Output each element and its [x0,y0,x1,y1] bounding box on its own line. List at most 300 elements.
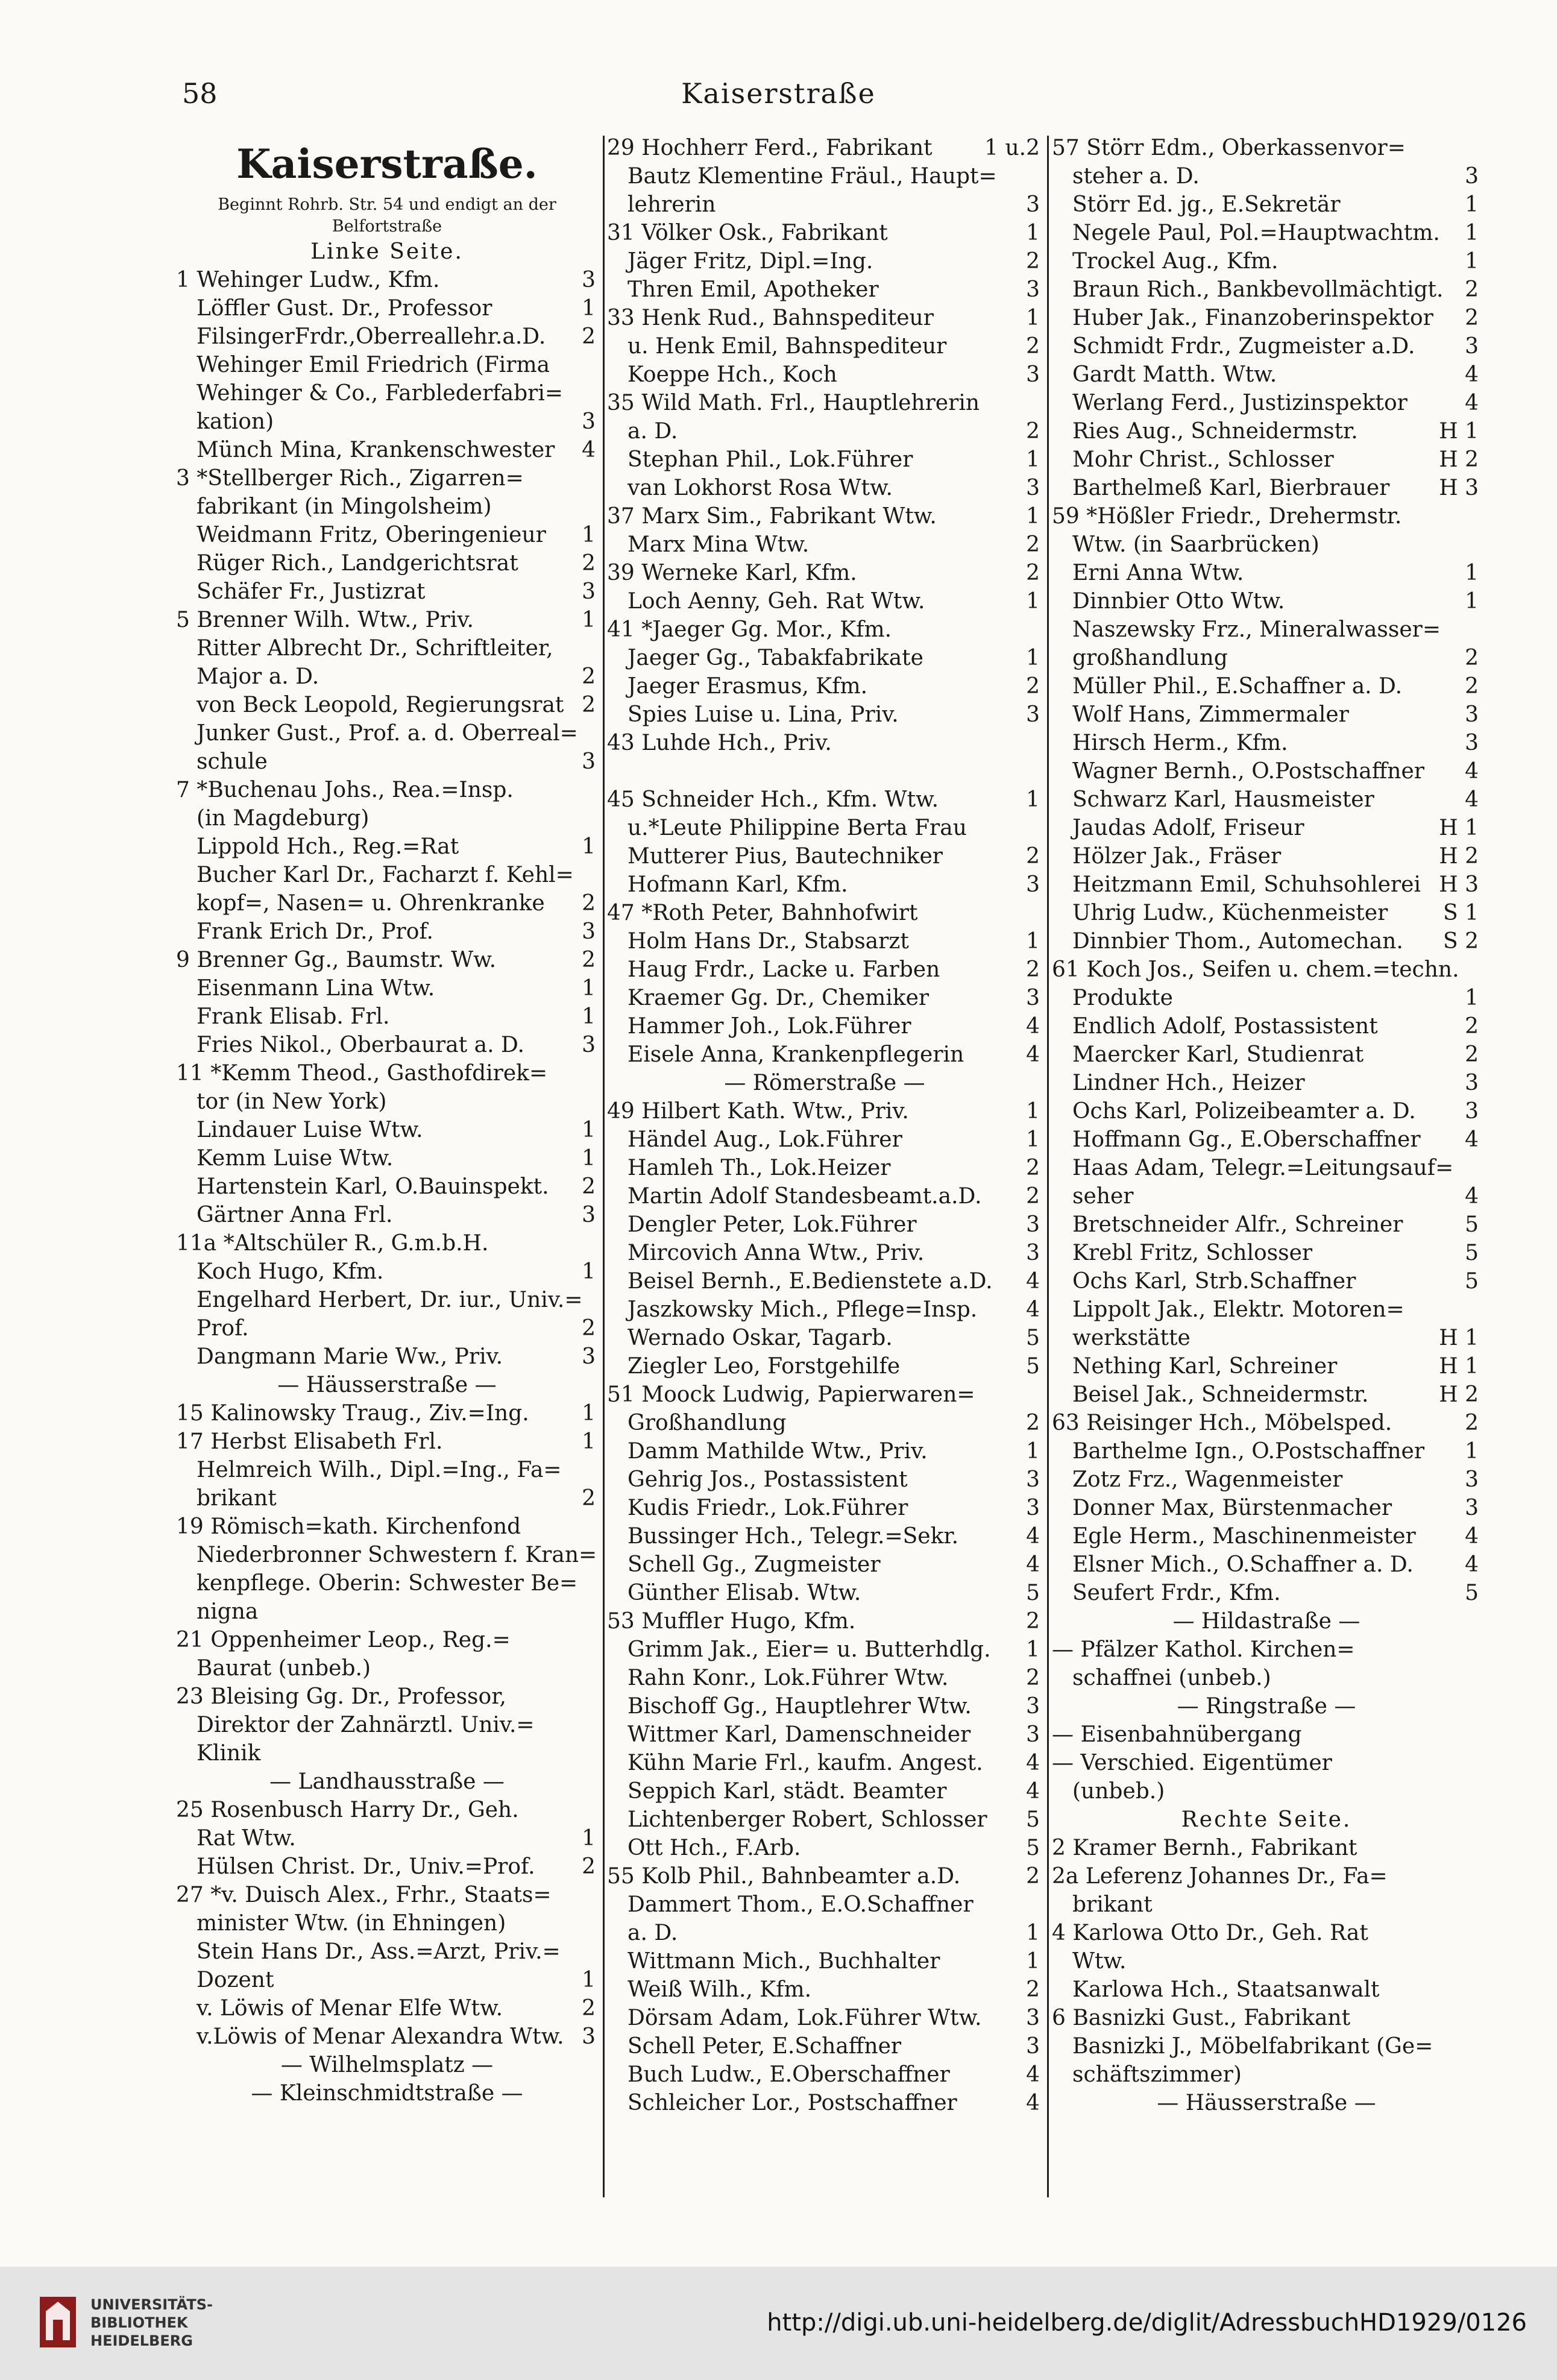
resident-line [1052,1890,1481,1919]
resident-line [176,1201,598,1229]
floor-number: 1 [1026,646,1040,670]
line-text: 19 Römisch=kath. Kirchenfond [176,1514,521,1539]
address-entry [176,1626,598,1654]
line-text: Gärtner Anna Frl. [197,1203,393,1227]
floor-number: 2 [1026,334,1040,359]
line-text: 51 Moock Ludwig, Papierwaren= [607,1382,975,1407]
address-entry [607,1097,1042,1125]
floor-number: 1 [582,523,596,547]
resident-line [176,351,598,379]
floor-number: 3 [1026,362,1040,387]
line-text: FilsingerFrdr.,Oberreallehr.a.D. [197,324,546,349]
resident-line [1052,1579,1481,1607]
resident-line [1052,615,1481,644]
floor-number: 3 [1465,1099,1479,1124]
floor-number: 1 [582,976,596,1001]
resident-line [1052,474,1481,502]
floor-number: 2 [582,948,596,972]
resident-line [1052,162,1481,190]
address-entry [607,389,1042,417]
resident-line [1052,729,1481,757]
resident-line [1052,984,1481,1012]
line-text: Wehinger & Co., Farblederfabri= [197,381,564,406]
column-rule [603,136,605,2197]
resident-line [176,493,598,521]
resident-line [607,1550,1042,1579]
floor-number: S 1 [1442,901,1479,925]
line-text: 27 *v. Duisch Alex., Frhr., Staats= [176,1883,552,1907]
floor-number: 2 [582,891,596,916]
line-text: (unbeb.) [1072,1779,1165,1804]
line-text: Lippolt Jak., Elektr. Motoren= [1072,1297,1404,1322]
line-text: Buch Ludw., E.Oberschaffner [628,2062,950,2087]
resident-line [607,1182,1042,1210]
cross-street-divider [1052,1692,1481,1720]
floor-number: H 3 [1439,872,1479,897]
floor-number: H 1 [1439,816,1479,840]
resident-line [607,984,1042,1012]
floor-number: 1 [582,1118,596,1142]
line-text: Hammer Joh., Lok.Führer [628,1014,911,1039]
resident-line [1052,1975,1481,2004]
line-text: Hülsen Christ. Dr., Univ.=Prof. [197,1854,535,1879]
line-text: Hofmann Karl, Kfm. [628,872,848,897]
line-text: Stein Hans Dr., Ass.=Arzt, Priv.= [197,1939,561,1964]
address-entry [1052,1409,1481,1437]
address-entry [1052,1862,1481,1890]
resident-line [1052,1465,1481,1494]
resident-line [1052,332,1481,360]
resident-line [176,1824,598,1853]
line-text: Dammert Thom., E.O.Schaffner [628,1892,974,1917]
resident-line [1052,1947,1481,1975]
address-entry [176,1428,598,1456]
line-text: nigna [197,1599,259,1624]
floor-number: 3 [1465,1071,1479,1095]
floor-number: 2 [1026,1864,1040,1889]
floor-number: 2 [1465,306,1479,330]
cross-street-divider [176,1768,598,1796]
resident-line [1052,1040,1481,1069]
floor-number: 3 [1026,2006,1040,2030]
line-text: Beisel Jak., Schneidermstr. [1072,1382,1369,1407]
line-text: Kraemer Gg. Dr., Chemiker [628,986,929,1010]
line-text: steher a. D. [1072,164,1200,189]
line-text: Lippold Hch., Reg.=Rat [197,834,459,859]
resident-line [607,1012,1042,1040]
line-text: Haas Adam, Telegr.=Leitungsauf= [1072,1156,1454,1180]
resident-line [176,379,598,408]
line-text: Jaeger Gg., Tabakfabrikate [628,646,923,670]
address-entry [1052,1635,1481,1664]
line-text: Barthelmeß Karl, Bierbrauer [1072,476,1390,500]
address-entry [176,1229,598,1258]
resident-line [607,1522,1042,1550]
line-text: 17 Herbst Elisabeth Frl. [176,1429,443,1454]
line-text: Hirsch Herm., Kfm. [1072,731,1288,755]
floor-number: 1 [1465,561,1479,585]
floor-number: 1 [582,1968,596,1992]
resident-line [176,1853,598,1881]
line-text: Ziegler Leo, Forstgehilfe [628,1354,901,1379]
floor-number: 3 [1026,277,1040,302]
resident-line [176,1456,598,1484]
resident-line [1052,445,1481,474]
section-heading [1052,1805,1481,1834]
floor-number: 1 [1465,589,1479,614]
floor-number: 4 [1026,1751,1040,1775]
resident-line [1052,644,1481,672]
line-text: minister Wtw. (in Ehningen) [197,1911,506,1936]
resident-line [1052,672,1481,700]
line-text: 6 Basnizki Gust., Fabrikant [1052,2006,1351,2030]
floor-number: 1 [582,1259,596,1284]
line-text: Müller Phil., E.Schaffner a. D. [1072,674,1403,699]
resident-line [1052,1210,1481,1239]
university-library-logo [36,2293,80,2351]
line-text: Wolf Hans, Zimmermaler [1072,702,1349,727]
resident-line [1052,304,1481,332]
floor-number: 3 [582,749,596,774]
resident-line [176,861,598,889]
address-entry [176,1399,598,1428]
line-text: kopf=, Nasen= u. Ohrenkranke [197,891,545,916]
line-text: 3 *Stellberger Rich., Zigarren= [176,466,524,491]
address-entry [176,266,598,294]
address-entry [176,464,598,493]
cross-street-divider [1052,2089,1481,2117]
line-text: 39 Werneke Karl, Kfm. [607,561,857,585]
floor-number: 2 [582,1174,596,1199]
line-text: Schell Gg., Zugmeister [628,1552,881,1577]
resident-line [176,1654,598,1683]
resident-line [607,1919,1042,1947]
line-text: 2a Leferenz Johannes Dr., Fa= [1052,1864,1388,1889]
floor-number: 1 [582,1826,596,1851]
line-text: Donner Max, Bürstenmacher [1072,1496,1392,1520]
floor-number: 1 [1026,1127,1040,1152]
resident-line [1052,1550,1481,1579]
address-entry [607,1862,1042,1890]
address-entry [607,899,1042,927]
resident-line [607,2004,1042,2032]
line-text: Bautz Klementine Fräul., Haupt= [628,164,997,189]
resident-line [607,927,1042,955]
floor-number: 2 [1465,1014,1479,1039]
line-text: Eisenmann Lina Wtw. [197,976,435,1001]
line-text: Rüger Rich., Landgerichtsrat [197,551,518,576]
floor-number: 2 [1026,532,1040,557]
floor-number: 1 [1465,221,1479,245]
line-text: Naszewsky Frz., Mineralwasser= [1072,617,1441,642]
resident-line [176,1031,598,1059]
line-text: Ochs Karl, Polizeibeamter a. D. [1072,1099,1416,1124]
resident-line [176,1144,598,1173]
floor-number: 2 [582,693,596,717]
line-text: brikant [197,1486,277,1511]
floor-number: 2 [1026,1977,1040,2002]
line-text: Holm Hans Dr., Stabsarzt [628,929,909,954]
floor-number: 1 [1465,192,1479,217]
line-text: Werlang Ferd., Justizinspektor [1072,391,1408,415]
address-entry [176,776,598,804]
line-text: Spies Luise u. Lina, Priv. [628,702,899,727]
line-text: Marx Mina Wtw. [628,532,810,557]
resident-line [176,578,598,606]
resident-line [1052,1664,1481,1692]
line-text: van Lokhorst Rosa Wtw. [628,476,893,500]
cross-street-divider [176,2079,598,2108]
resident-line [1052,389,1481,417]
floor-number: 2 [1026,957,1040,982]
resident-line [607,1040,1042,1069]
line-text: Elsner Mich., O.Schaffner a. D. [1072,1552,1414,1577]
resident-line [1052,190,1481,219]
line-text: 11a *Altschüler R., G.m.b.H. [176,1231,489,1256]
floor-number: 4 [1026,2062,1040,2087]
page-number: 58 [182,77,218,110]
line-text: Dozent [197,1968,274,1992]
address-entry [607,502,1042,530]
line-text: Koch Hugo, Kfm. [197,1259,384,1284]
floor-number: 3 [1026,1467,1040,1492]
floor-number: 1 [1026,1949,1040,1974]
floor-number: 3 [1026,2034,1040,2059]
line-text: Kudis Friedr., Lok.Führer [628,1496,908,1520]
floor-number: 3 [1026,1722,1040,1747]
line-text: 4 Karlowa Otto Dr., Geh. Rat [1052,1921,1368,1945]
line-text: — Ringstraße — [1177,1694,1356,1719]
line-text: 5 Brenner Wilh. Wtw., Priv. [176,608,474,632]
floor-number: 1 [582,1401,596,1426]
street-description [176,194,598,216]
address-entry [607,219,1042,247]
resident-line [607,842,1042,870]
line-text: Günther Elisab. Wtw. [628,1581,861,1605]
floor-number: 3 [582,268,596,292]
floor-number: 3 [1026,702,1040,727]
line-text: 25 Rosenbusch Harry Dr., Geh. [176,1798,519,1822]
line-text: Schleicher Lor., Postschaffner [628,2091,957,2115]
line-text: lehrerin [628,192,716,217]
resident-line [607,587,1042,615]
line-text: Schwarz Karl, Hausmeister [1072,787,1374,812]
resident-line [607,1692,1042,1720]
address-entry [607,615,1042,644]
resident-line [176,1711,598,1739]
resident-line [176,408,598,436]
address-entry [1052,1834,1481,1862]
resident-line [607,247,1042,275]
resident-line [607,2032,1042,2060]
floor-number: 2 [582,551,596,576]
address-entry [1052,955,1481,984]
floor-number: H 1 [1439,1354,1479,1379]
floor-number: 1 [1465,1439,1479,1464]
line-text: Frank Erich Dr., Prof. [197,919,433,944]
floor-number: 2 [1026,674,1040,699]
line-text: Mircovich Anna Wtw., Priv. [628,1241,925,1265]
floor-number: 3 [1465,164,1479,189]
resident-line [607,1579,1042,1607]
resident-line [607,1210,1042,1239]
line-text: fabrikant (in Mingolsheim) [197,494,492,519]
floor-number: 2 [1026,419,1040,444]
resident-line [1052,1777,1481,1805]
line-text: Bussinger Hch., Telegr.=Sekr. [628,1524,959,1549]
floor-number: 3 [582,1033,596,1057]
line-text: — Pfälzer Kathol. Kirchen= [1052,1637,1355,1662]
floor-number: 3 [1465,1467,1479,1492]
spacer-line [607,757,1042,785]
address-entry [607,785,1042,814]
line-text: 33 Henk Rud., Bahnspediteur [607,306,934,330]
line-text: — Häusserstraße — [1157,2091,1376,2115]
resident-line [1052,700,1481,729]
resident-line [607,1834,1042,1862]
column-right [1052,134,1481,2117]
resident-line [607,1664,1042,1692]
line-text: Thren Emil, Apotheker [628,277,879,302]
floor-number: 1 [1026,306,1040,330]
floor-number: 4 [1026,1042,1040,1067]
line-text: Nething Karl, Schreiner [1072,1354,1338,1379]
resident-line [176,974,598,1003]
line-text: Erni Anna Wtw. [1072,561,1244,585]
line-text: 57 Störr Edm., Oberkassenvor= [1052,136,1406,160]
address-entry [176,1513,598,1541]
floor-number: 3 [1465,1496,1479,1520]
floor-number: 3 [1026,986,1040,1010]
resident-line [176,804,598,833]
line-text: Schäfer Fr., Justizrat [197,579,426,604]
line-text: Prof. [197,1316,249,1341]
resident-line [607,1465,1042,1494]
floor-number: 5 [1026,1836,1040,1860]
resident-line [176,1569,598,1598]
section-heading [176,238,598,266]
floor-number: 3 [1026,1241,1040,1265]
resident-line [176,748,598,776]
line-text: Kühn Marie Frl., kaufm. Angest. [628,1751,983,1775]
line-text: werkstätte [1072,1326,1191,1350]
line-text: 23 Bleising Gg. Dr., Professor, [176,1684,506,1709]
resident-line [1052,1437,1481,1465]
line-text: Ritter Albrecht Dr., Schriftleiter, [197,636,553,661]
resident-line [176,663,598,691]
resident-line [607,1409,1042,1437]
line-text: Mohr Christ., Schlosser [1072,447,1334,472]
resident-line [1052,247,1481,275]
line-text: Lichtenberger Robert, Schlosser [628,1807,987,1832]
resident-line [607,162,1042,190]
line-text: 55 Kolb Phil., Bahnbeamter a.D. [607,1864,961,1889]
cross-street-divider [176,2051,598,2079]
floor-number: 4 [1465,759,1479,784]
floor-number: 2 [1026,1609,1040,1634]
floor-number: 1 u.2 [984,136,1040,160]
resident-line [176,1116,598,1144]
line-text: Weidmann Fritz, Oberingenieur [197,523,546,547]
line-text: Rechte Seite. [1181,1807,1352,1832]
line-text: — Verschied. Eigentümer [1052,1751,1332,1775]
resident-line [607,1749,1042,1777]
resident-line [176,634,598,663]
line-text: Jäger Fritz, Dipl.=Ing. [628,249,873,274]
cross-street-divider [1052,1607,1481,1635]
floor-number: 1 [1026,787,1040,812]
cross-street-divider [176,1371,598,1399]
line-text: 7 *Buchenau Johs., Rea.=Insp. [176,778,514,802]
line-text: v.Löwis of Menar Alexandra Wtw. [197,2024,564,2049]
address-entry [1052,1720,1481,1749]
line-text: Niederbronner Schwestern f. Kran= [197,1543,597,1567]
resident-line [1052,1012,1481,1040]
line-text: schaffnei (unbeb.) [1072,1666,1271,1690]
floor-number: 1 [1026,447,1040,472]
resident-line [607,1437,1042,1465]
resident-line [607,1125,1042,1154]
floor-number: 4 [1026,1014,1040,1039]
line-text: Koeppe Hch., Koch [628,362,837,387]
line-text: 1 Wehinger Ludw., Kfm. [176,268,440,292]
floor-number: 4 [1026,2091,1040,2115]
line-text: Damm Mathilde Wtw., Priv. [628,1439,928,1464]
line-text: Kaiserstraße. [236,140,538,187]
line-text: Basnizki J., Möbelfabrikant (Ge= [1072,2034,1433,2059]
floor-number: 5 [1465,1241,1479,1265]
resident-line [176,691,598,719]
line-text: Huber Jak., Finanzoberinspektor [1072,306,1433,330]
line-text: Dinnbier Thom., Automechan. [1072,929,1403,954]
resident-line [176,1938,598,1966]
floor-number: 5 [1465,1269,1479,1294]
line-text: Dörsam Adam, Lok.Führer Wtw. [628,2006,982,2030]
floor-number: 3 [1026,476,1040,500]
line-text: Dangmann Marie Ww., Priv. [197,1344,503,1369]
resident-line [607,474,1042,502]
digitization-url-link[interactable]: http://digi.ub.uni-heidelberg.de/diglit/AdressbuchHD1929/0126 [767,2309,1527,2337]
resident-line [176,1173,598,1201]
resident-line [1052,1267,1481,1295]
line-text: Hölzer Jak., Fräser [1072,844,1282,869]
resident-line [1052,2032,1481,2060]
floor-number: 5 [1026,1581,1040,1605]
resident-line [176,1003,598,1031]
address-entry [1052,134,1481,162]
resident-line [176,719,598,748]
address-entry [176,606,598,634]
floor-number: 5 [1465,1212,1479,1237]
address-entry [607,134,1042,162]
column-rule [1047,136,1049,2197]
line-text: Rat Wtw. [197,1826,296,1851]
floor-number: 4 [1026,1779,1040,1804]
floor-number: 5 [1026,1326,1040,1350]
resident-line [176,1343,598,1371]
resident-line [1052,1352,1481,1380]
line-text: — Kleinschmidtstraße — [251,2081,523,2106]
resident-line [1052,1069,1481,1097]
resident-line [176,549,598,578]
resident-line [1052,219,1481,247]
floor-number: 3 [1026,872,1040,897]
floor-number: 4 [1465,1184,1479,1209]
resident-line [1052,360,1481,389]
resident-line [1052,899,1481,927]
line-text: u. Henk Emil, Bahnspediteur [628,334,947,359]
line-text: Haug Frdr., Lacke u. Farben [628,957,940,982]
